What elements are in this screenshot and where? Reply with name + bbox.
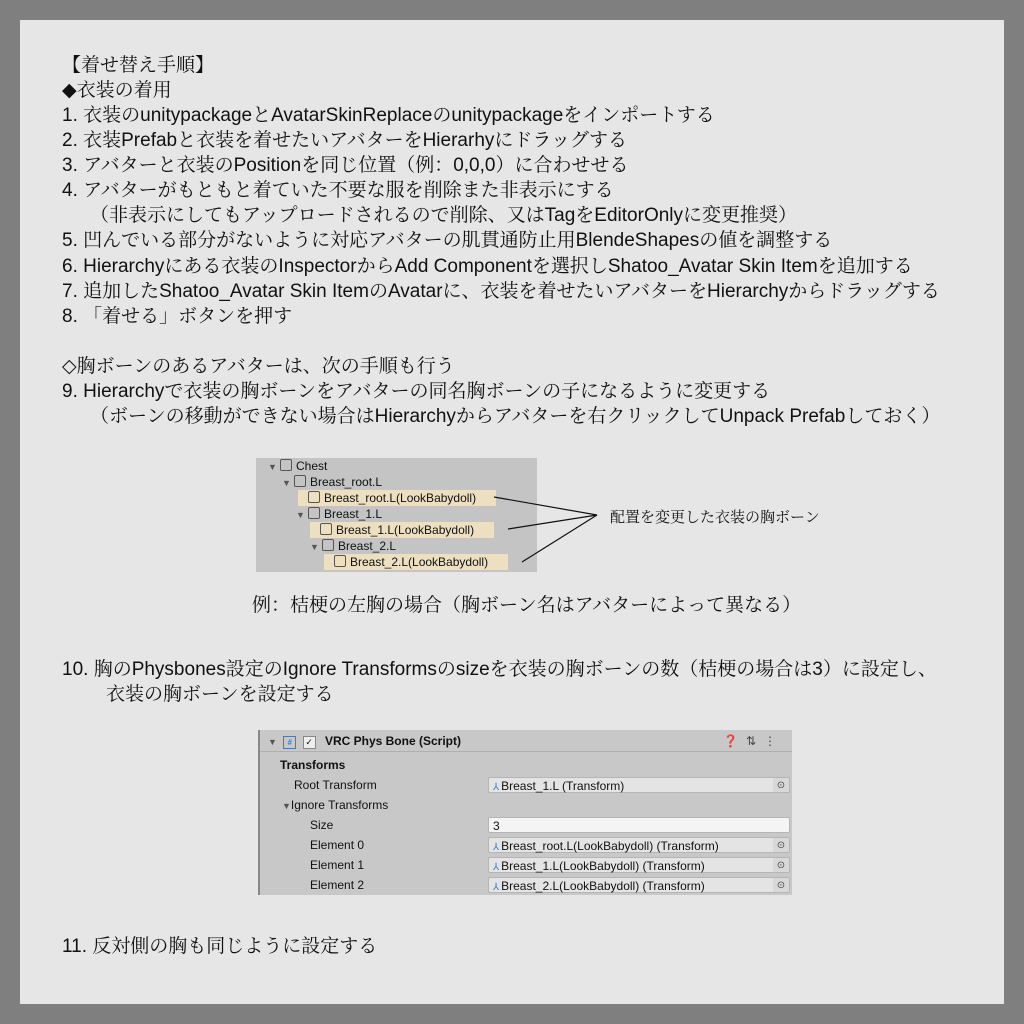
step-4: 4. アバターがもともと着ていた不要な服を削除また非表示にする bbox=[62, 180, 614, 201]
object-picker-icon[interactable]: ⊙ bbox=[773, 878, 789, 892]
script-icon: # bbox=[283, 736, 296, 749]
hierarchy-item-highlighted: Breast_2.L(LookBabydoll) bbox=[324, 554, 508, 570]
hierarchy-item-highlighted: Breast_root.L(LookBabydoll) bbox=[298, 490, 496, 506]
callout-label: 配置を変更した衣装の胸ボーン bbox=[610, 509, 820, 526]
hierarchy-item: ▼ Breast_root.L bbox=[282, 475, 383, 489]
ignore-transforms-foldout[interactable]: ▼Ignore Transforms bbox=[282, 798, 389, 812]
step-5: 5. 凹んでいる部分がないように対応アバターの肌貫通防止用BlendeShapesの値を調整する bbox=[62, 230, 833, 251]
element-field[interactable]: ⅄ Breast_2.L(LookBabydoll) (Transform) ⊙ bbox=[488, 877, 790, 893]
collapse-triangle-icon: ▼ bbox=[268, 737, 277, 747]
example-caption: 例：桔梗の左胸の場合（胸ボーン名はアバターによって異なる） bbox=[252, 595, 802, 616]
step-11: 11. 反対側の胸も同じように設定する bbox=[62, 936, 378, 957]
title: 【着せ替え手順】 bbox=[62, 55, 215, 76]
step-10-cont: 衣装の胸ボーンを設定する bbox=[106, 684, 334, 705]
size-label: Size bbox=[310, 818, 334, 832]
element-label: Element 1 bbox=[310, 858, 365, 872]
step-10: 10. 胸のPhysbones設定のIgnore Transformsのsizeを衣装の胸ボーンの数（桔梗の場合は3）に設定し、 bbox=[62, 659, 937, 680]
foldout-triangle-icon: ▼ bbox=[282, 801, 291, 811]
step-1: 1. 衣装のunitypackageとAvatarSkinReplaceのunitypackageをインポートする bbox=[62, 105, 715, 126]
component-header: ▼ # ✓ VRC Phys Bone (Script) bbox=[268, 734, 461, 748]
element-field[interactable]: ⅄ Breast_root.L(LookBabydoll) (Transform) ⊙ bbox=[488, 837, 790, 853]
help-icon[interactable]: ❓ bbox=[722, 734, 746, 748]
transform-icon: ⅄ bbox=[493, 842, 500, 853]
expand-triangle-icon: ▼ bbox=[310, 542, 319, 552]
step-6: 6. Hierarchyにある衣装のInspectorからAdd Componentを選択しShatoo_Avatar Skin Itemを追加する bbox=[62, 256, 913, 277]
object-picker-icon[interactable]: ⊙ bbox=[773, 778, 789, 792]
step-9-note: （ボーンの移動ができない場合はHierarchyからアバターを右クリックしてUnpack Prefabしておく） bbox=[90, 406, 941, 427]
element-label: Element 0 bbox=[310, 838, 365, 852]
expand-triangle-icon: ▼ bbox=[296, 510, 305, 520]
transform-icon: ⅄ bbox=[493, 862, 500, 873]
section-heading-2: ◇胸ボーンのあるアバターは、次の手順も行う bbox=[62, 356, 455, 377]
inspector-screenshot bbox=[258, 730, 792, 895]
hierarchy-item: ▼ Breast_1.L bbox=[296, 507, 383, 521]
size-field[interactable]: 3 bbox=[488, 817, 790, 833]
step-7: 7. 追加したShatoo_Avatar Skin ItemのAvatarに、衣装を着せたいアバターをHierarchyからドラッグする bbox=[62, 281, 940, 302]
step-3: 3. アバターと衣装のPositionを同じ位置（例：0,0,0）に合わせせる bbox=[62, 155, 629, 176]
hierarchy-item: ▼ Chest bbox=[268, 459, 328, 473]
object-picker-icon[interactable]: ⊙ bbox=[773, 838, 789, 852]
transform-icon: ⅄ bbox=[493, 782, 500, 793]
more-menu-icon[interactable]: ⋮ bbox=[764, 734, 784, 748]
step-9: 9. Hierarchyで衣装の胸ボーンをアバターの同名胸ボーンの子になるように変更する bbox=[62, 381, 771, 402]
enabled-checkbox[interactable]: ✓ bbox=[303, 736, 316, 749]
step-4-note: （非表示にしてもアップロードされるので削除、又はTagをEditorOnlyに変更推奨） bbox=[90, 205, 798, 226]
presets-icon[interactable]: ⇅ bbox=[745, 734, 764, 748]
section-transforms: Transforms bbox=[280, 758, 346, 772]
root-transform-label: Root Transform bbox=[294, 778, 377, 792]
section-heading: ◆衣装の着用 bbox=[62, 80, 172, 101]
step-2: 2. 衣装Prefabと衣装を着せたいアバターをHierarhyにドラッグする bbox=[62, 130, 628, 151]
element-label: Element 2 bbox=[310, 878, 365, 892]
step-8: 8. 「着せる」ボタンを押す bbox=[62, 306, 293, 327]
expand-triangle-icon: ▼ bbox=[268, 462, 277, 472]
object-picker-icon[interactable]: ⊙ bbox=[773, 858, 789, 872]
hierarchy-item-highlighted: Breast_1.L(LookBabydoll) bbox=[310, 522, 494, 538]
expand-triangle-icon: ▼ bbox=[282, 478, 291, 488]
header-icons bbox=[723, 732, 784, 750]
element-field[interactable]: ⅄ Breast_1.L(LookBabydoll) (Transform) ⊙ bbox=[488, 857, 790, 873]
divider bbox=[260, 751, 792, 752]
root-transform-field[interactable]: ⅄ Breast_1.L (Transform) ⊙ bbox=[488, 777, 790, 793]
hierarchy-item: ▼ Breast_2.L bbox=[310, 539, 397, 553]
transform-icon: ⅄ bbox=[493, 882, 500, 893]
